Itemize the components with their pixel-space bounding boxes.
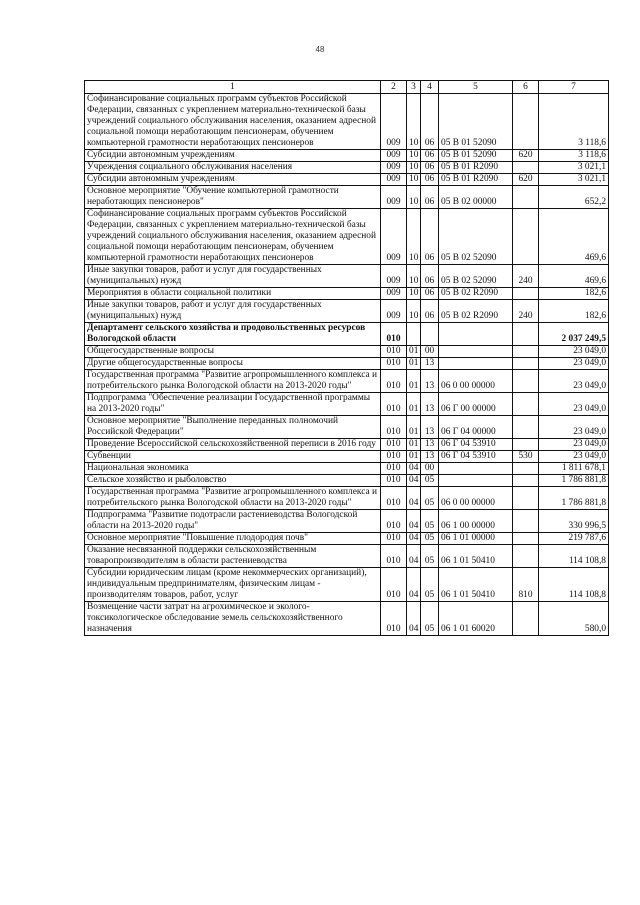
row-grbs: 009 — [381, 265, 407, 288]
row-section: 10 — [407, 186, 421, 209]
row-section: 01 — [407, 439, 421, 451]
row-expense-type: 530 — [513, 451, 539, 463]
row-name: Подпрограмма "Развитие подотрасли растениеводства Вологодской области на 2013-2020 годы" — [85, 510, 381, 533]
row-name: Государственная программа "Развитие агропромышленного комплекса и потребительского рынка Вологодской области на 2013-2020 годы" — [85, 487, 381, 510]
row-grbs: 010 — [381, 323, 407, 346]
row-name: Общегосударственные вопросы — [85, 346, 381, 358]
row-amount: 469,6 — [539, 265, 609, 288]
table-row — [85, 545, 609, 568]
row-expense-type — [513, 162, 539, 174]
table-row — [85, 288, 609, 300]
table-row — [85, 451, 609, 463]
row-name: Субсидии автономным учреждениям — [85, 174, 381, 186]
row-target-article: 06 0 00 00000 — [439, 370, 513, 393]
row-grbs: 010 — [381, 416, 407, 439]
table-row — [85, 568, 609, 602]
row-amount: 580,0 — [539, 602, 609, 636]
row-grbs: 010 — [381, 475, 407, 487]
row-amount: 469,6 — [539, 209, 609, 265]
row-expense-type: 240 — [513, 265, 539, 288]
row-target-article: 06 Г 04 53910 — [439, 451, 513, 463]
row-name: Сельское хозяйство и рыболовство — [85, 475, 381, 487]
column-header: 7 — [539, 81, 609, 94]
row-expense-type — [513, 463, 539, 475]
row-name: Софинансирование социальных программ субъектов Российской Федерации, связанных с укреплением материально-технической базы учреждений социального обслуживания населения, оказанием адресной социальной помощи неработающим пенсионерам, обучением компьютерной грамотности неработающих пенсионеров — [85, 209, 381, 265]
row-amount: 23 049,0 — [539, 439, 609, 451]
row-target-article: 06 1 01 00000 — [439, 533, 513, 545]
row-amount: 219 787,6 — [539, 533, 609, 545]
row-grbs: 009 — [381, 174, 407, 186]
row-section: 10 — [407, 162, 421, 174]
row-grbs: 010 — [381, 533, 407, 545]
row-section: 04 — [407, 463, 421, 475]
row-subsection: 05 — [421, 533, 439, 545]
row-name: Субвенции — [85, 451, 381, 463]
row-expense-type — [513, 416, 539, 439]
row-target-article: 06 1 01 50410 — [439, 568, 513, 602]
row-expense-type — [513, 533, 539, 545]
row-section: 10 — [407, 288, 421, 300]
row-subsection: 13 — [421, 370, 439, 393]
table-row — [85, 463, 609, 475]
row-name: Субсидии юридическим лицам (кроме некоммерческих организаций), индивидуальным предпринимателям, физическим лицам - производителям товаров, работ, услуг — [85, 568, 381, 602]
row-section: 10 — [407, 265, 421, 288]
row-target-article — [439, 463, 513, 475]
row-subsection: 06 — [421, 174, 439, 186]
row-expense-type — [513, 209, 539, 265]
row-name: Проведение Всероссийской сельскохозяйственной переписи в 2016 году — [85, 439, 381, 451]
row-section: 04 — [407, 602, 421, 636]
row-section: 10 — [407, 94, 421, 150]
row-subsection — [421, 323, 439, 346]
row-grbs: 009 — [381, 209, 407, 265]
row-subsection: 05 — [421, 510, 439, 533]
row-amount: 182,6 — [539, 300, 609, 323]
column-header-row — [85, 81, 609, 94]
row-target-article: 06 0 00 00000 — [439, 487, 513, 510]
table-row — [85, 150, 609, 162]
row-target-article: 05 В 01 52090 — [439, 94, 513, 150]
row-amount: 23 049,0 — [539, 451, 609, 463]
row-subsection: 05 — [421, 568, 439, 602]
row-grbs: 009 — [381, 186, 407, 209]
row-grbs: 009 — [381, 94, 407, 150]
row-subsection: 06 — [421, 300, 439, 323]
table-row — [85, 393, 609, 416]
page-number: 48 — [315, 45, 325, 54]
row-name: Другие общегосударственные вопросы — [85, 358, 381, 370]
row-section: 01 — [407, 393, 421, 416]
table-row — [85, 323, 609, 346]
table-row — [85, 174, 609, 186]
row-target-article: 06 Г 00 00000 — [439, 393, 513, 416]
table-row — [85, 346, 609, 358]
row-target-article: 05 В 02 R2090 — [439, 288, 513, 300]
row-subsection: 06 — [421, 94, 439, 150]
row-amount: 1 786 881,8 — [539, 475, 609, 487]
row-grbs: 010 — [381, 451, 407, 463]
row-section: 04 — [407, 487, 421, 510]
row-amount: 652,2 — [539, 186, 609, 209]
row-target-article — [439, 358, 513, 370]
table-row — [85, 439, 609, 451]
row-target-article: 06 Г 04 53910 — [439, 439, 513, 451]
row-grbs: 010 — [381, 463, 407, 475]
row-amount: 3 021,1 — [539, 162, 609, 174]
row-section: 04 — [407, 568, 421, 602]
row-grbs: 010 — [381, 439, 407, 451]
row-name: Подпрограмма "Обеспечение реализации Государственной программы на 2013-2020 годы" — [85, 393, 381, 416]
row-grbs: 010 — [381, 393, 407, 416]
row-target-article: 06 Г 04 00000 — [439, 416, 513, 439]
row-grbs: 010 — [381, 510, 407, 533]
row-subsection: 06 — [421, 150, 439, 162]
row-target-article — [439, 323, 513, 346]
row-expense-type — [513, 370, 539, 393]
table-row — [85, 416, 609, 439]
row-name: Основное мероприятие "Обучение компьютерной грамотности неработающих пенсионеров" — [85, 186, 381, 209]
table-row — [85, 94, 609, 150]
row-target-article: 05 В 01 R2090 — [439, 174, 513, 186]
row-name: Учреждения социального обслуживания населения — [85, 162, 381, 174]
row-amount: 23 049,0 — [539, 358, 609, 370]
row-target-article: 05 В 02 00000 — [439, 186, 513, 209]
row-name: Основное мероприятие "Повышение плодородия почв" — [85, 533, 381, 545]
row-target-article: 05 В 01 R2090 — [439, 162, 513, 174]
row-amount: 1 786 881,8 — [539, 487, 609, 510]
row-subsection: 06 — [421, 186, 439, 209]
table-row — [85, 162, 609, 174]
column-header: 1 — [85, 81, 381, 94]
row-grbs: 010 — [381, 545, 407, 568]
row-section: 01 — [407, 346, 421, 358]
row-amount: 3 118,6 — [539, 150, 609, 162]
table-row — [85, 487, 609, 510]
table-row — [85, 370, 609, 393]
row-target-article: 05 В 02 R2090 — [439, 300, 513, 323]
row-amount: 3 021,1 — [539, 174, 609, 186]
row-expense-type: 620 — [513, 150, 539, 162]
row-subsection: 13 — [421, 416, 439, 439]
row-name: Иные закупки товаров, работ и услуг для государственных (муниципальных) нужд — [85, 265, 381, 288]
table-row — [85, 358, 609, 370]
row-target-article — [439, 475, 513, 487]
row-expense-type — [513, 186, 539, 209]
row-subsection: 05 — [421, 545, 439, 568]
row-expense-type: 620 — [513, 174, 539, 186]
row-target-article: 06 1 01 50410 — [439, 545, 513, 568]
row-expense-type — [513, 288, 539, 300]
row-target-article: 05 В 02 52090 — [439, 265, 513, 288]
row-target-article: 06 1 01 60020 — [439, 602, 513, 636]
row-expense-type — [513, 323, 539, 346]
row-target-article: 05 В 02 52090 — [439, 209, 513, 265]
row-expense-type — [513, 94, 539, 150]
row-amount: 182,6 — [539, 288, 609, 300]
row-section: 01 — [407, 451, 421, 463]
row-amount: 330 996,5 — [539, 510, 609, 533]
row-amount: 23 049,0 — [539, 346, 609, 358]
row-expense-type: 240 — [513, 300, 539, 323]
row-name: Иные закупки товаров, работ и услуг для государственных (муниципальных) нужд — [85, 300, 381, 323]
column-header: 4 — [421, 81, 439, 94]
table-row — [85, 475, 609, 487]
row-subsection: 13 — [421, 451, 439, 463]
row-name: Департамент сельского хозяйства и продовольственных ресурсов Вологодской области — [85, 323, 381, 346]
row-name: Софинансирование социальных программ субъектов Российской Федерации, связанных с укреплением материально-технической базы учреждений социального обслуживания населения, оказанием адресной социальной помощи неработающим пенсионерам, обучением компьютерной грамотности неработающих пенсионеров — [85, 94, 381, 150]
row-expense-type — [513, 439, 539, 451]
row-target-article: 05 В 01 52090 — [439, 150, 513, 162]
row-amount: 23 049,0 — [539, 370, 609, 393]
row-expense-type: 810 — [513, 568, 539, 602]
column-header: 5 — [439, 81, 513, 94]
row-subsection: 13 — [421, 393, 439, 416]
table-row — [85, 265, 609, 288]
table-row — [85, 510, 609, 533]
row-section: 01 — [407, 370, 421, 393]
row-grbs: 010 — [381, 358, 407, 370]
row-expense-type — [513, 346, 539, 358]
row-grbs: 009 — [381, 300, 407, 323]
row-expense-type — [513, 358, 539, 370]
row-grbs: 010 — [381, 487, 407, 510]
row-expense-type — [513, 487, 539, 510]
row-grbs: 010 — [381, 346, 407, 358]
row-subsection: 13 — [421, 358, 439, 370]
row-name: Основное мероприятие "Выполнение переданных полномочий Российской Федерации" — [85, 416, 381, 439]
row-subsection: 05 — [421, 487, 439, 510]
row-name: Национальная экономика — [85, 463, 381, 475]
row-section: 04 — [407, 545, 421, 568]
row-subsection: 06 — [421, 209, 439, 265]
table-row — [85, 186, 609, 209]
row-amount: 23 049,0 — [539, 416, 609, 439]
row-subsection: 06 — [421, 162, 439, 174]
row-target-article — [439, 346, 513, 358]
row-section: 01 — [407, 416, 421, 439]
row-expense-type — [513, 393, 539, 416]
row-grbs: 010 — [381, 370, 407, 393]
row-grbs: 009 — [381, 288, 407, 300]
row-amount: 1 811 678,1 — [539, 463, 609, 475]
row-section: 10 — [407, 174, 421, 186]
row-section: 01 — [407, 358, 421, 370]
row-subsection: 06 — [421, 288, 439, 300]
row-subsection: 13 — [421, 439, 439, 451]
column-header: 6 — [513, 81, 539, 94]
row-amount: 2 037 249,5 — [539, 323, 609, 346]
row-name: Возмещение части затрат на агрохимическое и эколого-токсикологическое обследование земель сельскохозяйственного назначения — [85, 602, 381, 636]
row-grbs: 009 — [381, 150, 407, 162]
row-section: 10 — [407, 150, 421, 162]
row-target-article: 06 1 00 00000 — [439, 510, 513, 533]
table-row — [85, 533, 609, 545]
row-subsection: 00 — [421, 463, 439, 475]
row-subsection: 05 — [421, 602, 439, 636]
row-section: 04 — [407, 533, 421, 545]
table-row — [85, 602, 609, 636]
table-row — [85, 300, 609, 323]
column-header: 2 — [381, 81, 407, 94]
budget-table — [84, 80, 609, 636]
row-grbs: 010 — [381, 568, 407, 602]
row-subsection: 06 — [421, 265, 439, 288]
row-subsection: 05 — [421, 475, 439, 487]
row-section: 10 — [407, 300, 421, 323]
row-expense-type — [513, 475, 539, 487]
row-grbs: 010 — [381, 602, 407, 636]
column-header: 3 — [407, 81, 421, 94]
row-expense-type — [513, 510, 539, 533]
row-amount: 23 049,0 — [539, 393, 609, 416]
row-amount: 114 108,8 — [539, 545, 609, 568]
row-grbs: 009 — [381, 162, 407, 174]
row-subsection: 00 — [421, 346, 439, 358]
row-name: Субсидии автономным учреждениям — [85, 150, 381, 162]
row-expense-type — [513, 545, 539, 568]
row-amount: 3 118,6 — [539, 94, 609, 150]
row-name: Государственная программа "Развитие агропромышленного комплекса и потребительского рынка Вологодской области на 2013-2020 годы" — [85, 370, 381, 393]
row-section: 04 — [407, 475, 421, 487]
table-row — [85, 209, 609, 265]
row-amount: 114 108,8 — [539, 568, 609, 602]
table-body — [85, 94, 609, 636]
row-name: Мероприятия в области социальной политики — [85, 288, 381, 300]
row-expense-type — [513, 602, 539, 636]
row-section: 10 — [407, 209, 421, 265]
row-section — [407, 323, 421, 346]
row-name: Оказание несвязанной поддержки сельскохозяйственным товаропроизводителям в области растениеводства — [85, 545, 381, 568]
row-section: 04 — [407, 510, 421, 533]
